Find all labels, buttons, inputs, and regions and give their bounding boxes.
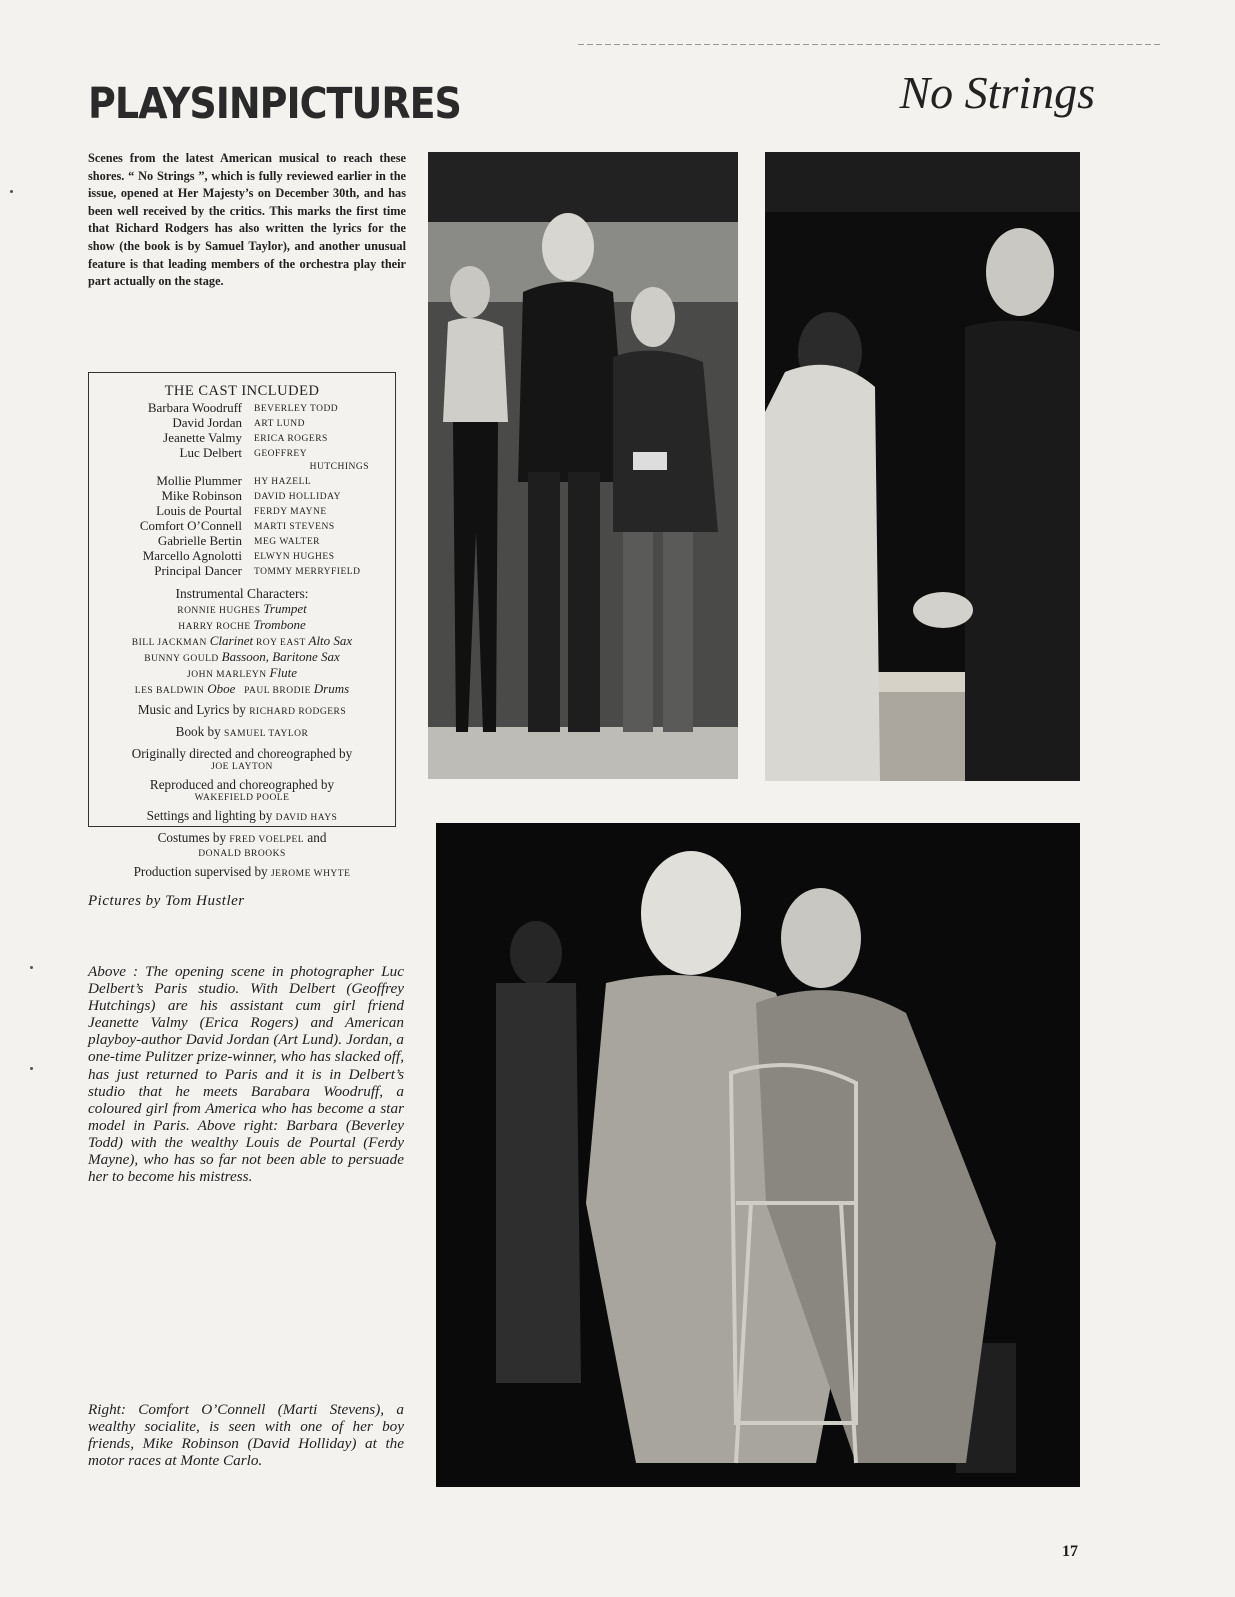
credit-name: SAMUEL TAYLOR bbox=[224, 729, 309, 739]
caption-above: Above : The opening scene in photographer Luc Delbert’s Paris studio. With Delbert (Geoffrey Hutchings) are his assistant cum girl friend Jeanette Valmy (Erica Rogers) and American playboy-author David Jordan (Art Lund). Jordan, a one-time Pulitzer prize-winner, who has slacked off, has just returned to Paris and it is in Delbert’s studio that he meets Barabara Woodruff, a coloured girl from America who has become a star model in Paris. Above right: Barbara (Beverley Todd) with the wealthy Louis de Pourtal (Ferdy Mayne), who has so far not been able to persuade her to become his mistress. bbox=[88, 963, 404, 1186]
instrument: Clarinet bbox=[209, 633, 254, 648]
margin-speck bbox=[30, 1067, 33, 1070]
credit-production bbox=[95, 864, 389, 882]
cast-role: David Jordan bbox=[172, 415, 242, 430]
cast-row bbox=[95, 489, 389, 504]
instrument: Trumpet bbox=[263, 601, 307, 616]
credit-label: Music and Lyrics by bbox=[137, 702, 246, 717]
cast-actor-continuation: HUTCHINGS bbox=[309, 462, 369, 472]
cast-role: Louis de Pourtal bbox=[156, 503, 242, 518]
instrumental-line bbox=[95, 666, 389, 682]
musician-name: HARRY ROCHE bbox=[178, 622, 251, 632]
credit-reproduced bbox=[95, 777, 389, 804]
instrumental-line bbox=[95, 682, 389, 698]
cast-row bbox=[95, 504, 389, 519]
cast-row bbox=[95, 446, 389, 461]
picture-credit: Pictures by Tom Hustler bbox=[88, 893, 245, 909]
intro-paragraph: Scenes from the latest American musical to reach these shores. “ No Strings ”, which is fully reviewed earlier in the issue, opened at Her Majesty’s on December 30th, and has been well received by the critics. This marks the first time that Richard Rodgers has also written the lyrics for the show (the book is by Samuel Taylor), and another unusual feature is that leading members of the orchestra play their part actually on the stage. bbox=[88, 151, 406, 289]
margin-speck bbox=[30, 966, 33, 969]
cast-row bbox=[95, 564, 389, 579]
credit-label: Production supervised by bbox=[133, 864, 268, 879]
credit-label: Costumes by bbox=[157, 830, 227, 845]
cast-row bbox=[95, 416, 389, 431]
caption-right: Right: Comfort O’Connell (Marti Stevens), a wealthy socialite, is seen with one of her boy friends, Mike Robinson (David Holliday) at the motor races at Monte Carlo. bbox=[88, 1401, 404, 1470]
credit-label: Settings and lighting by bbox=[146, 808, 273, 823]
cast-row bbox=[95, 549, 389, 564]
cast-actor: DAVID HOLLIDAY bbox=[254, 492, 341, 502]
cast-row bbox=[95, 431, 389, 446]
cast-heading: THE CAST INCLUDED bbox=[164, 383, 320, 399]
instrumental-line bbox=[95, 618, 389, 634]
cast-actor: MARTI STEVENS bbox=[254, 522, 335, 532]
cast-actor: TOMMY MERRYFIELD bbox=[254, 567, 361, 577]
cast-role: Mollie Plummer bbox=[156, 473, 242, 488]
musician-name: BUNNY GOULD bbox=[144, 654, 219, 664]
cast-role: Marcello Agnolotti bbox=[142, 548, 242, 563]
credit-music bbox=[95, 702, 389, 720]
credit-directed bbox=[95, 746, 389, 773]
cast-row bbox=[95, 519, 389, 534]
cast-actor: BEVERLEY TODD bbox=[254, 404, 339, 414]
cast-box bbox=[88, 372, 396, 879]
top-dashed-rule bbox=[578, 44, 1160, 45]
photo-studio-scene bbox=[428, 152, 738, 779]
credit-name: DONALD BROOKS bbox=[198, 849, 286, 859]
cast-actor: GEOFFREY bbox=[254, 449, 308, 459]
margin-speck bbox=[10, 190, 13, 193]
cast-actor: MEG WALTER bbox=[254, 537, 320, 547]
credit-label: Book by bbox=[175, 724, 221, 739]
instrumental-heading: Instrumental Characters: bbox=[175, 586, 309, 601]
cast-actor: FERDY MAYNE bbox=[254, 507, 327, 517]
instrumental-line bbox=[95, 650, 389, 666]
instrument: Alto Sax bbox=[308, 633, 353, 648]
musician-name: RONNIE HUGHES bbox=[177, 606, 261, 616]
credit-name: DAVID HAYS bbox=[275, 813, 338, 823]
masthead: PLAYSINPICTURES bbox=[88, 78, 461, 128]
instrument: Drums bbox=[313, 681, 350, 696]
instrument: Oboe bbox=[207, 681, 236, 696]
cast-actor: ART LUND bbox=[254, 419, 306, 429]
credit-conjunction: and bbox=[307, 830, 327, 845]
photo-chair-scene bbox=[436, 823, 1080, 1487]
credit-name: WAKEFIELD POOLE bbox=[194, 793, 290, 803]
musician-name: JOHN MARLEYN bbox=[187, 670, 267, 680]
credit-label: Originally directed and choreographed by bbox=[131, 746, 353, 761]
instrumental-line bbox=[95, 634, 389, 650]
page-title: No Strings bbox=[899, 67, 1095, 118]
cast-role: Principal Dancer bbox=[154, 563, 242, 578]
cast-actor: ELWYN HUGHES bbox=[254, 552, 335, 562]
credit-label: Reproduced and choreographed by bbox=[149, 777, 335, 792]
cast-role: Jeanette Valmy bbox=[163, 430, 242, 445]
credit-name: JEROME WHYTE bbox=[270, 869, 351, 879]
cast-role: Barbara Woodruff bbox=[147, 400, 242, 415]
instrumental-line bbox=[95, 602, 389, 618]
cast-role: Gabrielle Bertin bbox=[157, 533, 242, 548]
cast-actor: ERICA ROGERS bbox=[254, 434, 328, 444]
cast-role: Comfort O’Connell bbox=[139, 518, 242, 533]
cast-row bbox=[95, 534, 389, 549]
musician-name: PAUL BRODIE bbox=[244, 686, 311, 696]
cast-row bbox=[95, 401, 389, 416]
musician-name: BILL JACKMAN bbox=[131, 638, 207, 648]
credit-name: RICHARD RODGERS bbox=[249, 707, 347, 717]
credit-name: JOE LAYTON bbox=[211, 762, 273, 772]
instrument: Trombone bbox=[253, 617, 306, 632]
credit-settings bbox=[95, 808, 389, 826]
credit-book bbox=[95, 724, 389, 742]
instrument: Flute bbox=[269, 665, 297, 680]
cast-role: Mike Robinson bbox=[161, 488, 242, 503]
cast-role: Luc Delbert bbox=[179, 445, 242, 460]
musician-name: LES BALDWIN bbox=[134, 686, 205, 696]
credit-costumes bbox=[95, 830, 389, 860]
photo-couple-scene bbox=[765, 152, 1080, 781]
page-number: 17 bbox=[1062, 1543, 1078, 1560]
instrument: Bassoon, Baritone Sax bbox=[221, 649, 340, 664]
credit-name: FRED VOELPEL bbox=[229, 835, 305, 845]
musician-name: ROY EAST bbox=[255, 638, 306, 648]
cast-actor: HY HAZELL bbox=[254, 477, 312, 487]
cast-row bbox=[95, 474, 389, 489]
